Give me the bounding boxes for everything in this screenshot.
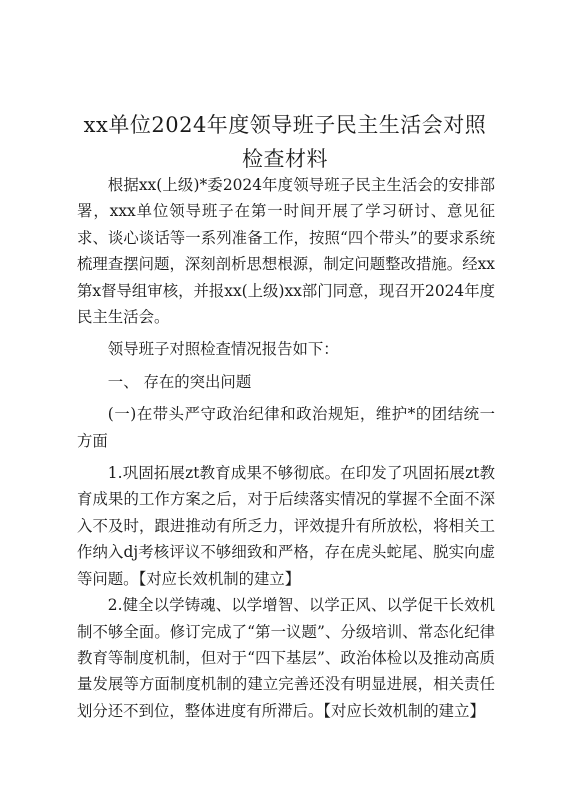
title-line-2: 检查材料 [242, 147, 328, 171]
title-line-1: xx单位2024年度领导班子民主生活会对照 [83, 113, 487, 137]
intro-paragraph: 根据xx(上级)*委2024年度领导班子民主生活会的安排部署，xxx单位领导班子在第一时间开展了学习研讨、意见征求、谈心谈话等一系列准备工作，按照“四个带头”的要求系统梳理查摆问题，深刻剖析思想根源，制定问题整改措施。经xx第x督导组审核，并报xx(上级)xx部门同意，现召开2024年度民主生活会。 [77, 176, 495, 327]
document-body [77, 172, 495, 724]
issue-paragraph-1: 1.巩固拓展zt教育成果不够彻底。在印发了巩固拓展zt教育成果的工作方案之后，对于后续落实情况的掌握不全面不深入不及时，跟进推动有所乏力，评效提升有所放松，将相关工作纳入dj考核评议不够细致和严格，存在虎头蛇尾、脱实向虚等问题。【对应长效机制的建立】 [77, 464, 495, 588]
issue-paragraph-2: 2.健全以学铸魂、以学增智、以学正风、以学促干长效机制不够全面。修订完成了“第一议题”、分级培训、常态化纪律教育等制度机制，但对于“四下基层”、政治体检以及推动高质量发展等方面制度机制的建立完善还没有明显进展，相关责任划分还不到位，整体进度有所滞后。【对应长效机制的建立】 [77, 596, 495, 720]
report-lead-paragraph: 领导班子对照检查情况报告如下： [107, 340, 339, 359]
section-heading: 一、 存在的突出问题 [107, 372, 252, 391]
document-title [60, 108, 510, 176]
subsection-heading: (一)在带头严守政治纪律和政治规矩，维护*的团结统一方面 [77, 405, 495, 450]
